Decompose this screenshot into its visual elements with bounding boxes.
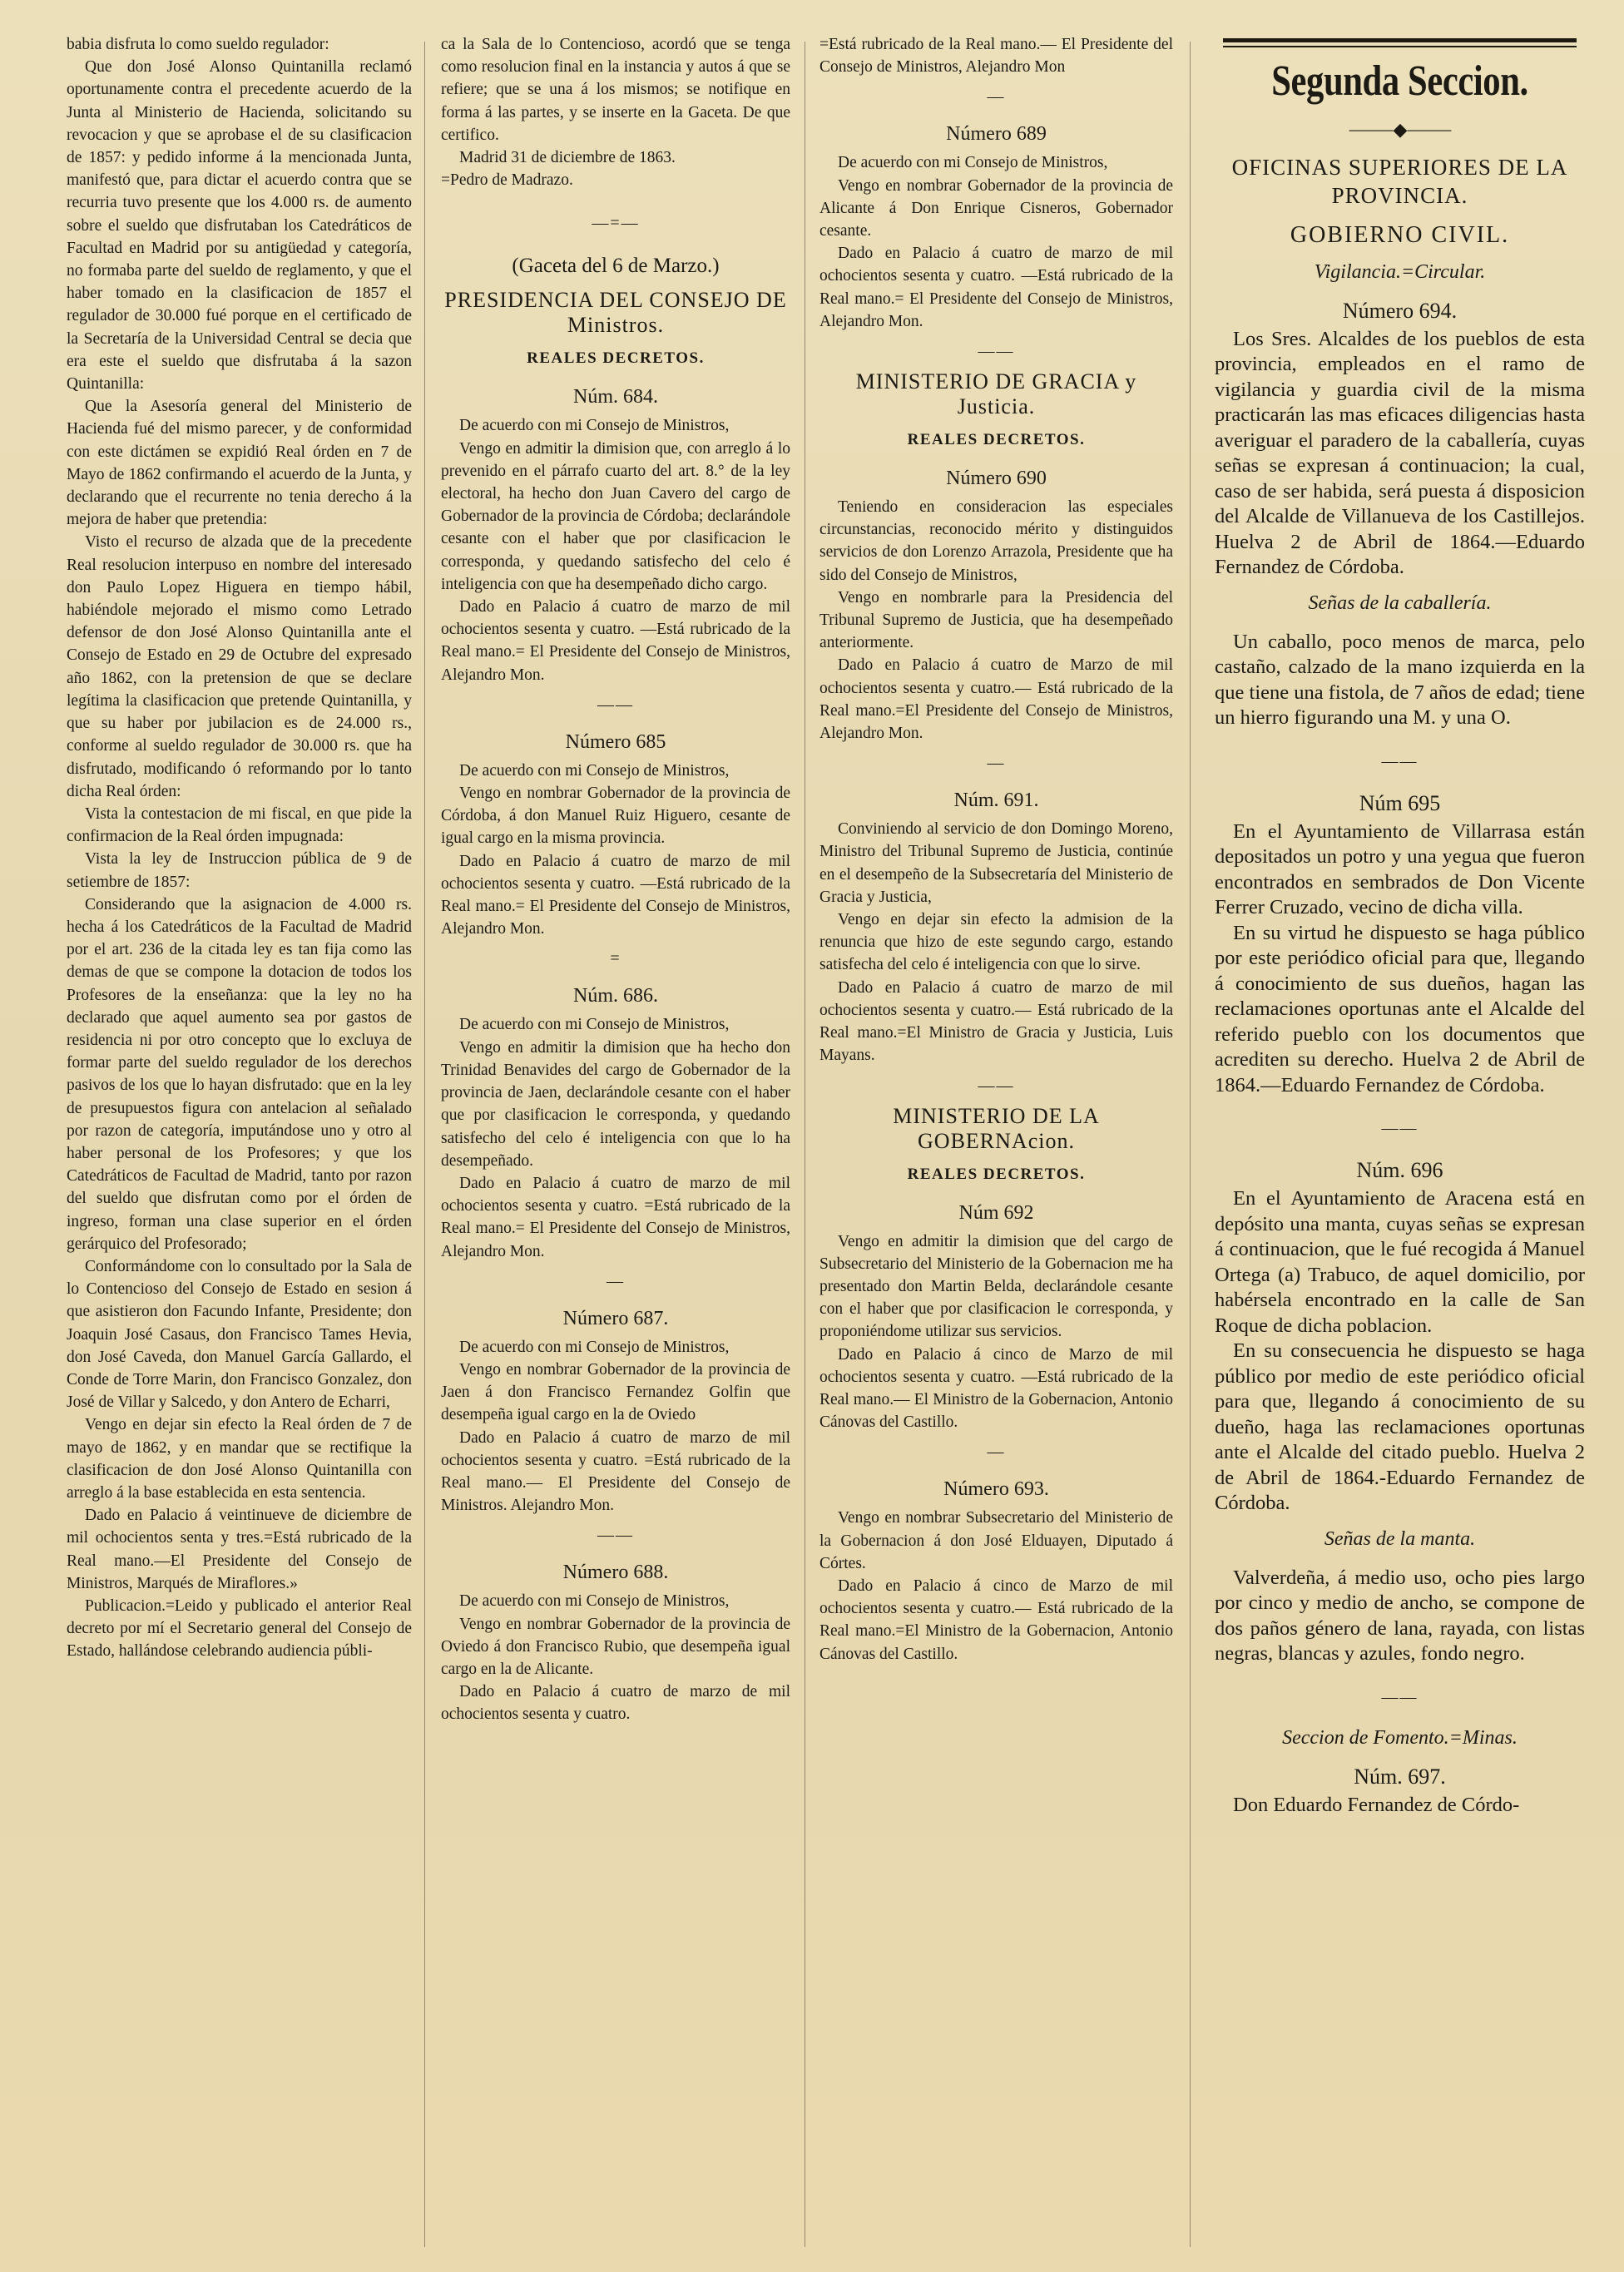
paragraph: Vengo en dejar sin efecto la Real órden de 7 de mayo de 1862, y en mandar que se rectifique la clasificacion de don José Alonso Quintanilla con arreglo á la base establecida en esta sentencia.: [67, 1416, 412, 1502]
paragraph: Don Eduardo Fernandez de Córdo-: [1233, 1793, 1520, 1816]
paragraph: De acuerdo con mi Consejo de Ministros,: [459, 1016, 730, 1034]
paragraph: Visto el recurso de alzada que de la precedente Real resolucion interpuso en nombre del interesado don Paulo Lopez Higuera en tiempo hábil, habiéndole mejorado el mismo como Letrado defensor de don José Alonso Quintanilla ante el Consejo de Estado en 29 de Octubre del expresado año 1862, con la pretension de que se declare legítima la clasificacion que pretende Quintanilla, y que su haber por jubilacion es de 24.000 rs., conforme al sueldo regulador de 30.000 rs. que ha disfrutado, modificando ó reformando por lo tanto dicha Real órden:: [67, 533, 412, 800]
paragraph: En su consecuencia he dispuesto se haga público por medio de este periódico oficial para que, llegando á conocimiento de su dueño, haga las reclamaciones oportunas ante el Alcalde del citado pueblo. Huelva 2 de Abril de 1864.-Eduardo Fernandez de Córdoba.: [1215, 1339, 1585, 1514]
separator: ——: [1381, 1687, 1419, 1706]
paragraph: Conviniendo al servicio de don Domingo Moreno, Ministro del Tribunal Supremo de Justicia, continúe en el desempeño de la Subsecretaría del Ministerio de Gracia y Justicia,: [819, 820, 1173, 906]
paragraph: Dado en Palacio á cuatro de marzo de mil ochocientos sesenta y cuatro. =Está rubricado de la Real mano.= El Presidente del Consejo de Ministros, Alejandro Mon.: [441, 1174, 790, 1260]
top-rule: [1223, 38, 1577, 42]
paragraph: Un caballo, poco menos de marca, pelo castaño, calzado de la mano izquierda en la que tiene una fistola, de 7 años de edad; tiene un hierro figurando una M. y una O.: [1215, 630, 1585, 729]
decree-number: Número 688.: [562, 1562, 669, 1584]
paragraph: Vengo en admitir la dimision que, con arreglo á lo prevenido en el párrafo cuarto del art. 8.° de la ley electoral, ha hecho don Juan Cavero del cargo de Gobernador de la provincia de Córdoba; declarándole cesante con el haber que por clasificacion le corresponda, y quedando satisfecho del celo é inteligencia con que ha desempeñado dicho cargo.: [441, 439, 790, 593]
separator: ——: [978, 342, 1015, 361]
separator: —: [987, 87, 1006, 106]
paragraph: Valverdeña, á medio uso, ocho pies largo por cinco y medio de ancho, se compone de dos paños género de lana, rayada, con listas negras, blancas y azules, fondo negro.: [1215, 1566, 1585, 1665]
separator: ——: [978, 1076, 1015, 1095]
paragraph: Teniendo en consideracion las especiales circunstancias, reconocido mérito y distinguidos servicios de don Lorenzo Arrazola, Presidente que ha sido del Consejo de Ministros,: [819, 498, 1173, 584]
paragraph: Vengo en nombrar Subsecretario del Ministerio de la Gobernacion á don José Elduayen, Diputado á Córtes.: [819, 1509, 1173, 1572]
subheading: REALES DECRETOS.: [907, 431, 1086, 449]
decree-number: Número 693.: [943, 1478, 1049, 1501]
separator: —: [987, 754, 1006, 773]
separator: ——: [1381, 1119, 1419, 1137]
notice-heading: Vigilancia.=Circular.: [1314, 260, 1486, 283]
paragraph: Que la Asesoría general del Ministerio de Hacienda fué del mismo parecer, y de conformidad con este dictámen se expidió Real órden en 7 de Mayo de 1862 confirmando el acuerdo de la Junta, y declarando que el recurrente no tenia derecho á la mejora de haber que pretendia:: [67, 398, 412, 529]
separator: —: [987, 1443, 1006, 1462]
column-1: [67, 33, 412, 2255]
paragraph: Considerando que la asignacion de 4.000 rs. hecha á los Catedráticos de la Facultad de Madrid por el art. 236 de la citada ley es tan fija como las demas de que se compone la dotacion de todos los Profesores de la enseñanza: que la ley no ha declarado que aquel aumento sea por gastos de residencia ni por otro concepto que lo excluya de formar parte del sueldo regulador de los derechos pasivos de los que lo hayan disfrutado: que en la ley de presupuestos figura con antelacion al señalado por razon de categoría, imputándose uno y otro al haber personal de los Profesores; y que los Catedráticos de Facultad de Madrid, tanto por razon del sueldo que disfrutan como por el órden de ingreso, forman una clase superior en el órden gerárquico del Profesorado;: [67, 895, 412, 1253]
department-heading: MINISTERIO DE LA GOBERNAcion.: [893, 1103, 1100, 1153]
decree-number: Número 687.: [562, 1307, 669, 1329]
decree-number: Número 689: [946, 123, 1047, 146]
separator: —: [607, 1271, 625, 1290]
department-heading: MINISTERIO DE GRACIA y Justicia.: [855, 369, 1137, 419]
paragraph: babia disfruta lo como sueldo regulador:: [67, 36, 329, 53]
notice-number: Número 694.: [1342, 298, 1458, 323]
separator: ——: [597, 695, 634, 714]
paragraph: Vengo en nombrar Gobernador de la provincia de Alicante á Don Enrique Cisneros, Gobernador cesante.: [819, 176, 1173, 240]
paragraph: Vista la contestacion de mi fiscal, en que pide la confirmacion de la Real órden impugnada:: [67, 804, 412, 846]
decree-number: Número 685: [565, 730, 666, 753]
paragraph: Vengo en admitir la dimision que del cargo de Subsecretario del Ministerio de la Gobernacion me ha presentado don Martin Belda, declarándole cesante con el haber que por clasificacion le corresponda, y proponiéndome utilizar sus servicios.: [819, 1232, 1173, 1341]
notice-number: Núm 695: [1359, 790, 1441, 815]
paragraph: Vengo en nombrar Gobernador de la provincia de Jaen á don Francisco Fernandez Golfin que desempeña igual cargo en la de Oviedo: [441, 1360, 790, 1424]
paragraph: Vengo en admitir la dimision que ha hecho don Trinidad Benavides del cargo de Gobernador de la provincia de Jaen, declarándole cesante con el haber que por clasificacion le corresponda, y quedando satisfecho del celo é inteligencia con que lo ha desempeñado.: [441, 1038, 790, 1170]
paragraph: Dado en Palacio á cuatro de marzo de mil ochocientos sesenta y cuatro.— Está rubricado de la Real mano.=El Ministro de Gracia y Justicia, Luis Mayans.: [819, 978, 1173, 1065]
paragraph: De acuerdo con mi Consejo de Ministros,: [459, 761, 730, 780]
paragraph: En su virtud he dispuesto se haga público por este periódico oficial para que, llegando á conocimiento de sus dueños, hagan las reclamaciones oportunas ante el Alcalde del referido pueblo con los documentos que acrediten su derecho. Huelva 2 de Abril de 1864.—Eduardo Fernandez de Córdoba.: [1215, 921, 1585, 1096]
signature: =Pedro de Madrazo.: [441, 171, 573, 190]
paragraph: Madrid 31 de diciembre de 1863.: [459, 149, 676, 167]
column-rule: [424, 42, 425, 2247]
paragraph: Publicacion.=Leido y publicado el anterior Real decreto por mí el Secretario general del Consejo de Estado, hallándose celebrando audiencia públi-: [67, 1597, 412, 1661]
paragraph: Los Sres. Alcaldes de los pueblos de esta provincia, empleados en el ramo de vigilancia y guardia civil de la misma practicarán las mas eficaces diligencias hasta averiguar el paradero de la caballería, cuyas señas se expresan á continuacion; la cual, caso de ser habida, será puesta á disposicion del Alcalde de Villanueva de los Castillejos. Huelva 2 de Abril de 1864.—Eduardo Fernandez de Córdoba.: [1215, 327, 1585, 578]
separator: —=—: [592, 214, 640, 233]
decree-number: Núm 692: [958, 1201, 1034, 1224]
paragraph: Dado en Palacio á cinco de Marzo de mil ochocientos sesenta y cuatro.— Está rubricado de la Real mano.=El Ministro de la Gobernacion, Antonio Cánovas del Castillo.: [819, 1577, 1173, 1663]
paragraph: De acuerdo con mi Consejo de Ministros,: [459, 417, 730, 435]
paragraph: En el Ayuntamiento de Villarrasa están depositados un potro y una yegua que fueron encontrados en sembrados de Don Vicente Ferrer Cruzado, vecino de dicha villa.: [1215, 819, 1585, 918]
decree-number: Núm. 691.: [953, 790, 1039, 812]
column-rule: [1190, 42, 1191, 2247]
paragraph: En el Ayuntamiento de Aracena está en depósito una manta, cuyas señas se expresan á continuacion, que le fué recogida á Manuel Ortega (a) Trabuco, de aquel domicilio, por habérsela encontrado en la calle de San Roque de dicha poblacion.: [1215, 1187, 1585, 1337]
paragraph: De acuerdo con mi Consejo de Ministros,: [838, 154, 1108, 172]
paragraph: Que don José Alonso Quintanilla reclamó oportunamente contra el precedente acuerdo de la Junta al Ministerio de Hacienda, solicitando su revocacion y que se aprobase el de su clasificacion de 1857: y pedido informe á la mencionada Junta, manifestó que, para dictar el acuerdo contra que se recurria tuvo presente que los 4.000 rs. de aumento sobre el sueldo que disfrutaban los Catedráticos de Facultad en Madrid por su antigüedad y categoría, no formaba parte del sueldo de reglamento, y que el haber tomado en la clasificacion de 1857 el regulador de 30.000 fué porque en el certificado de la Secretaría de la Universidad Central se decia que era este el sueldo que disfrutaba á la sazon Quintanilla:: [67, 58, 412, 394]
paragraph: Vista la ley de Instruccion pública de 9 de setiembre de 1857:: [67, 850, 412, 891]
decree-number: Núm. 684.: [573, 386, 658, 408]
top-rule-thin: [1223, 46, 1577, 47]
section-heading: Seccion de Fomento.=Minas.: [1282, 1726, 1518, 1749]
paragraph: Conformándome con lo consultado por la Sala de lo Contencioso del Consejo de Estado en sesion á que asistieron don Facundo Infante, Presidente; don Joaquin José Casaus, don Francisco Tames Hevia, don José Caveda, don Manuel García Gallardo, el Conde de Torre Marin, don Francisco Gonzalez, don José de Villar y Salcedo, y don Antero de Echarri,: [67, 1257, 412, 1412]
notice-number: Núm. 697.: [1354, 1764, 1446, 1789]
notice-number: Núm. 696: [1356, 1158, 1443, 1182]
paragraph: Dado en Palacio á cuatro de marzo de mil ochocientos sesenta y cuatro.: [441, 1683, 790, 1724]
separator: ——: [1381, 751, 1419, 770]
paragraph: Dado en Palacio á veintinueve de diciembre de mil ochocientos senta y tres.=Está rubricado de la Real mano.—El Presidente del Consejo de Ministros, Marqués de Miraflores.»: [67, 1507, 412, 1592]
paragraph: Dado en Palacio á cinco de Marzo de mil ochocientos sesenta y cuatro. —Está rubricado de la Real mano.— El Ministro de la Gobernacion, Antonio Cánovas del Castillo.: [819, 1345, 1173, 1432]
subheading: REALES DECRETOS.: [527, 349, 705, 368]
department-heading: PRESIDENCIA DEL CONSEJO DE Ministros.: [444, 288, 787, 338]
department-heading: GOBIERNO CIVIL.: [1290, 221, 1510, 248]
column-3: [819, 33, 1173, 2255]
paragraph: Dado en Palacio á cuatro de marzo de mil ochocientos sesenta y cuatro. —Está rubricado de la Real mano.= El Presidente del Consejo de Ministros, Alejandro Mon.: [441, 598, 790, 684]
gaceta-date: (Gaceta del 6 de Marzo.): [512, 255, 720, 278]
subheading: REALES DECRETOS.: [907, 1165, 1086, 1183]
paragraph: Vengo en nombrar Gobernador de la provincia de Córdoba, á don Manuel Ruiz Higuero, cesante de igual cargo en la misma provincia.: [441, 785, 790, 848]
ornament-divider: ⸻◆⸻: [1348, 118, 1452, 140]
column-4: [1215, 33, 1585, 2255]
paragraph: =Está rubricado de la Real mano.— El Presidente del Consejo de Ministros, Alejandro Mon: [819, 36, 1173, 77]
decree-number: Número 690: [946, 468, 1047, 490]
notice-heading: Señas de la caballería.: [1308, 592, 1492, 614]
decree-number: Núm. 686.: [573, 985, 658, 1007]
section-title: Segunda Seccion.: [1271, 57, 1528, 105]
department-heading: OFICINAS SUPERIORES DE LA PROVINCIA.: [1231, 154, 1568, 208]
paragraph: Dado en Palacio á cuatro de marzo de mil ochocientos sesenta y cuatro. =Está rubricado de la Real mano.— El Presidente del Consejo de Ministros. Alejandro Mon.: [441, 1428, 790, 1515]
separator: =: [610, 949, 621, 968]
paragraph: Vengo en nombrar Gobernador de la provincia de Oviedo á don Francisco Rubio, que desempeña igual cargo en la de Alicante.: [441, 1615, 790, 1678]
paragraph: Dado en Palacio á cuatro de Marzo de mil ochocientos sesenta y cuatro.— Está rubricado de la Real mano.=El Presidente del Consejo de Ministros, Alejandro Mon.: [819, 656, 1173, 743]
separator: ——: [597, 1526, 634, 1545]
paragraph: Dado en Palacio á cuatro de marzo de mil ochocientos sesenta y cuatro. —Está rubricado de la Real mano.= El Presidente del Consejo de Ministros, Alejandro Mon.: [819, 245, 1173, 330]
paragraph: Vengo en dejar sin efecto la admision de la renuncia que hizo de este segundo cargo, estando satisfecha del celo é inteligencia con que lo sirve.: [819, 911, 1173, 974]
paragraph: ca la Sala de lo Contencioso, acordó que se tenga como resolucion final en la instancia y autos á que se refiere; que se una á los mismos; se notifique en forma á las partes, y se inserte en la Gaceta. De que certifico.: [441, 36, 790, 144]
paragraph: De acuerdo con mi Consejo de Ministros,: [459, 1592, 730, 1611]
paragraph: De acuerdo con mi Consejo de Ministros,: [459, 1338, 730, 1356]
paragraph: Vengo en nombrarle para la Presidencia del Tribunal Supremo de Justicia, que ha desempeñado anteriormente.: [819, 588, 1173, 652]
notice-heading: Señas de la manta.: [1324, 1527, 1476, 1550]
paragraph: Dado en Palacio á cuatro de marzo de mil ochocientos sesenta y cuatro. —Está rubricado de la Real mano.= El Presidente del Consejo de Ministros, Alejandro Mon.: [441, 852, 790, 938]
column-2: [441, 33, 790, 2255]
